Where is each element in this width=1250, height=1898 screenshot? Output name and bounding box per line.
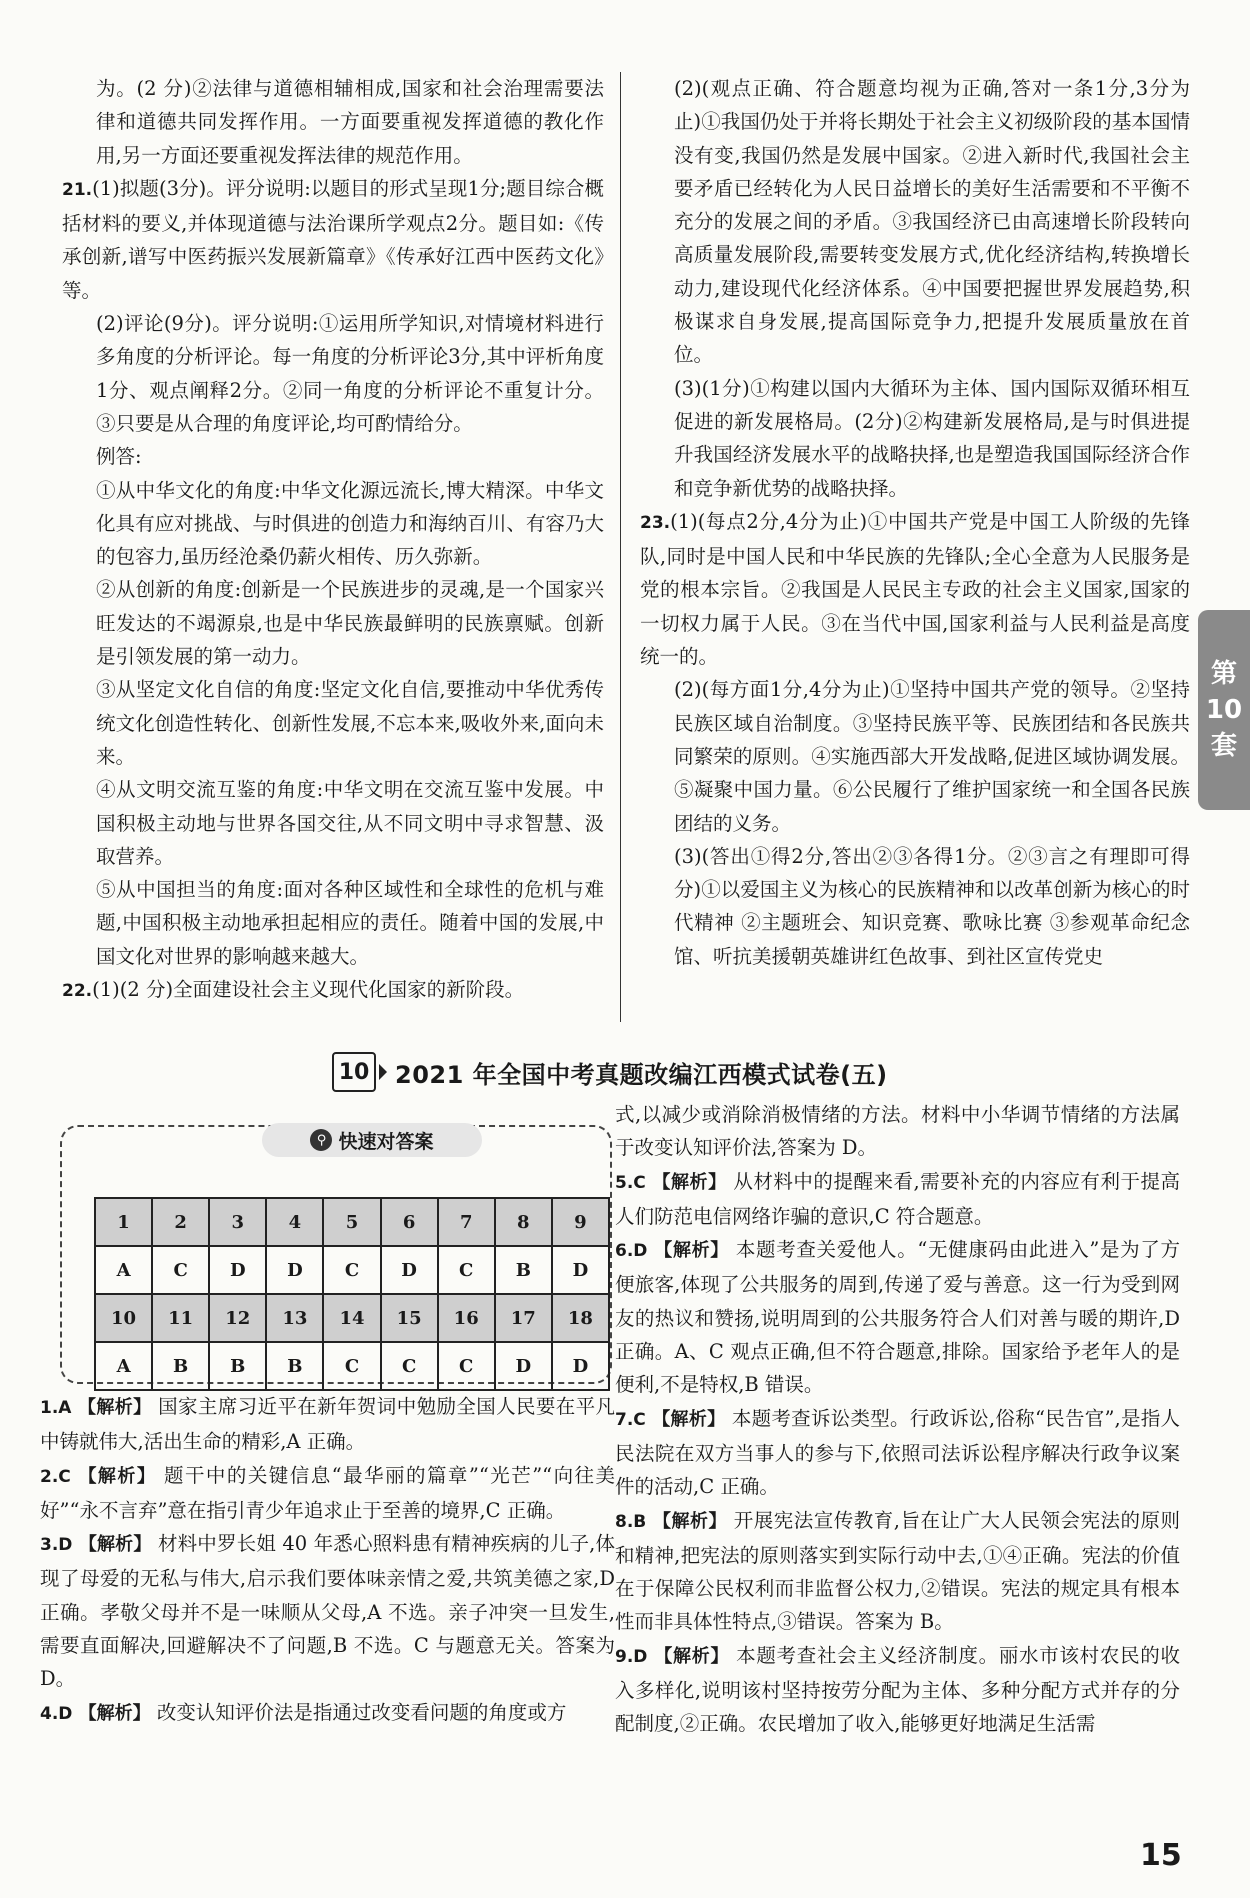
question-number: 8.: [615, 1511, 634, 1532]
paragraph-text: ①从中华文化的角度:中华文化源远流长,博大精深。中华文化具有应对挑战、与时俱进的创造力和海纳百川、有容乃大的包容力,虽历经沧桑仍薪火相传、历久弥新。: [96, 478, 604, 569]
explanation-text: 开展宪法宣传教育,旨在让广大人民领会宪法的原则和精神,把宪法的原则落实到实际行动中去,①④正确。宪法的价值在于保障公民权利而非监督公权力,②错误。宪法的规定具有根本性而非具体性特点,③错误。答案为 B。: [615, 1508, 1181, 1634]
question-number: 2.: [40, 1466, 59, 1487]
analysis-tag: 【解析】: [652, 1510, 727, 1532]
explanation-item: [615, 1402, 1180, 1504]
paragraph-text: ②从创新的角度:创新是一个民族进步的灵魂,是一个国家兴旺发达的不竭源泉,也是中华民族最鲜明的民族禀赋。创新是引领发展的第一动力。: [96, 578, 604, 669]
explanation-text: 本题考查诉讼类型。行政诉讼,俗称“民告官”,是指人民法院在双方当事人的参与下,依照司法诉讼程序解决行政争议案件的活动,C 正确。: [615, 1406, 1181, 1499]
answer-cell: C: [323, 1342, 380, 1390]
answer-cell: C: [381, 1342, 438, 1390]
answer-cell: 1: [95, 1198, 152, 1246]
answer-letter: B: [633, 1511, 647, 1532]
paragraph: [640, 372, 1190, 505]
explanation-text: 改变认知评价法是指通过改变看问题的角度或方: [156, 1700, 567, 1724]
bottom-right-column: [615, 1098, 1180, 1741]
tab-line-3: 套: [1210, 731, 1237, 761]
paragraph-text: (1)拟题(3分)。评分说明:以题目的形式呈现1分;题目综合概括材料的要义,并体现道德与法治课所学观点2分。题目如:《传承创新,谱写中医药振兴发展新篇章》《传承好江西中医药文化》等。: [62, 176, 604, 302]
explanation-item: [615, 1639, 1180, 1741]
quick-answers-label: 快速对答案: [338, 1130, 434, 1153]
question-number: 6.: [615, 1241, 634, 1262]
answer-cell: D: [209, 1246, 266, 1294]
explanation-item: [40, 1696, 615, 1731]
question-number: 21.: [62, 179, 93, 200]
top-right-column: [640, 72, 1190, 973]
tab-line-1: 第: [1210, 659, 1237, 689]
analysis-tag: 【解析】: [78, 1397, 152, 1418]
paragraph: [62, 873, 604, 973]
answer-letter: D: [633, 1646, 648, 1667]
paragraph: [640, 840, 1190, 973]
answer-letter: D: [58, 1535, 73, 1556]
answer-table: [94, 1197, 610, 1391]
paragraph-text: ③从坚定文化自信的角度:坚定文化自信,要推动中华优秀传统文化创造性转化、创新性发展,不忘本来,吸收外来,面向未来。: [96, 678, 604, 768]
answer-cell: C: [438, 1246, 495, 1294]
paragraph-text: ⑤从中国担当的角度:面对各种区域性和全球性的危机与难题,中国积极主动地承担起相应的责任。随着中国的发展,中国文化对世界的影响越来越大。: [96, 878, 604, 968]
paragraph: [62, 72, 604, 172]
answer-letter: D: [58, 1703, 73, 1724]
paragraph-text: 例答:: [96, 445, 142, 469]
answer-cell: D: [495, 1342, 552, 1390]
paragraph: [640, 673, 1190, 839]
paragraph: [62, 773, 604, 873]
answer-cell: B: [266, 1342, 323, 1390]
paragraph: [62, 474, 604, 574]
answer-cell: 8: [495, 1198, 552, 1246]
answer-cell: D: [381, 1246, 438, 1294]
answer-cell: 6: [381, 1198, 438, 1246]
explanation-text: 从材料中的提醒来看,需要补充的内容应有利于提高人们防范电信网络诈骗的意识,C 符合题意。: [615, 1169, 1181, 1228]
answer-cell: D: [552, 1342, 609, 1390]
answer-cell: A: [95, 1246, 152, 1294]
paragraph: [62, 440, 604, 473]
answer-cell: 15: [381, 1294, 438, 1342]
question-number: 7.: [615, 1409, 634, 1430]
answer-cell: 9: [552, 1198, 609, 1246]
answer-cell: C: [152, 1246, 209, 1294]
paragraph: [640, 505, 1190, 673]
explanation-item: [40, 1390, 615, 1459]
explanation-text: 国家主席习近平在新年贺词中勉励全国人民要在平凡中铸就伟大,活出生命的精彩,A 正确。: [40, 1395, 615, 1454]
chevron-right-icon: [379, 1064, 387, 1080]
analysis-tag: 【解析】: [654, 1645, 730, 1667]
paragraph-text: (2)评论(9分)。评分说明:①运用所学知识,对情境材料进行多角度的分析评论。每一角度的分析评论3分,其中评析角度1分、观点阐释2分。②同一角度的分析评论不重复计分。③只要是从合理的角度评论,均可酌情给分。: [96, 312, 604, 435]
answer-cell: 7: [438, 1198, 495, 1246]
section-title: 2021 年全国中考真题改编江西模式试卷(五): [395, 1060, 888, 1089]
paragraph-text: (1)(2 分)全面建设社会主义现代化国家的新阶段。: [92, 978, 525, 1002]
explanation-item: [615, 1504, 1180, 1639]
answer-row: [95, 1342, 609, 1390]
paragraph: [62, 573, 604, 673]
answer-cell: D: [266, 1246, 323, 1294]
paragraph-text: (1)(每点2分,4分为止)①中国共产党是中国工人阶级的先锋队,同时是中国人民和中华民族的先锋队;全心全意为人民服务是党的根本宗旨。②我国是人民民主专政的社会主义国家,国家的一切权力属于人民。③在当代中国,国家利益与人民利益是高度统一的。: [640, 509, 1190, 669]
explanation-text: 材料中罗长姐 40 年悉心照料患有精神疾病的儿子,体现了母爱的无私与伟大,启示我们要体味亲情之爱,共筑美德之家,D 正确。孝敬父母并不是一味顺从父母,A 不选。亲子冲突一旦发生,需要直面解决,回避解决不了问题,B 不选。C 与题意无关。答案为 D。: [40, 1532, 616, 1691]
explanation-item: [40, 1527, 615, 1695]
paragraph: [62, 172, 604, 307]
answer-letter: A: [58, 1398, 72, 1418]
paragraph: [62, 307, 604, 440]
answer-cell: 11: [152, 1294, 209, 1342]
answer-letter: D: [633, 1241, 648, 1262]
section-header: [332, 1052, 972, 1092]
paragraph: [62, 673, 604, 773]
answer-cell: 18: [552, 1294, 609, 1342]
answer-cell: D: [552, 1246, 609, 1294]
question-number-row: [95, 1294, 609, 1342]
top-left-column: [62, 72, 604, 1008]
quick-answers-title: [262, 1123, 482, 1157]
quick-answers-box: [60, 1125, 612, 1384]
answer-cell: B: [209, 1342, 266, 1390]
question-number: 22.: [62, 981, 93, 1002]
answer-cell: B: [495, 1246, 552, 1294]
answer-cell: 2: [152, 1198, 209, 1246]
paragraph-text: (3)(答出①得2分,答出②③各得1分。②③言之有理即可得分)①以爱国主义为核心的民族精神和以改革创新为核心的时代精神 ②主题班会、知识竞赛、歌咏比赛 ③参观革命纪念馆、听抗美援朝英雄讲红色故事、到社区宣传党史: [674, 844, 1190, 968]
question-number: 4.: [40, 1703, 59, 1724]
answer-cell: 10: [95, 1294, 152, 1342]
answer-letter: C: [633, 1409, 646, 1430]
continuation-text: 式,以减少或消除消极情绪的方法。材料中小华调节情绪的方法属于改变认知评价法,答案为 D。: [615, 1103, 1180, 1160]
answer-cell: 3: [209, 1198, 266, 1246]
question-number: 1.: [40, 1398, 59, 1418]
analysis-tag: 【解析】: [78, 1702, 151, 1724]
bottom-left-column: [40, 1390, 615, 1731]
tab-line-2: 10: [1205, 695, 1243, 725]
answer-cell: 16: [438, 1294, 495, 1342]
paragraph-text: (2)(每方面1分,4分为止)①坚持中国共产党的领导。②坚持民族区域自治制度。③坚持民族平等、民族团结和各民族共同繁荣的原则。④实施西部大开发战略,促进区域协调发展。⑤凝聚中国力量。⑥公民履行了维护国家统一和全国各民族团结的义务。: [674, 678, 1190, 835]
analysis-tag: 【解析】: [78, 1534, 152, 1556]
analysis-tag: 【解析】: [78, 1465, 157, 1487]
answer-cell: B: [152, 1342, 209, 1390]
explanation-text: 本题考查关爱他人。“无健康码由此进入”是为了方便旅客,体现了公共服务的周到,传递了爱与善意。这一行为受到网友的热议和赞扬,说明周到的公共服务符合人们对善与暖的期许,D 正确。A、C 观点正确,但不符合题意,排除。国家给予老年人的是便利,不是特权,B 错误。: [615, 1238, 1181, 1397]
set-number-tab: [1198, 610, 1250, 810]
question-number: 3.: [40, 1535, 59, 1556]
answer-cell: 17: [495, 1294, 552, 1342]
answer-cell: 5: [323, 1198, 380, 1246]
paragraph-text: ④从文明交流互鉴的角度:中华文明在交流互鉴中发展。中国积极主动地与世界各国交往,从不同文明中寻求智慧、汲取营养。: [96, 778, 604, 868]
section-badge: 10: [332, 1052, 376, 1092]
answer-cell: 13: [266, 1294, 323, 1342]
answer-cell: C: [323, 1246, 380, 1294]
paragraph: [62, 973, 604, 1008]
analysis-tag: 【解析】: [652, 1171, 727, 1193]
explanation-item: [40, 1459, 615, 1528]
question-number: 5.: [615, 1172, 634, 1193]
explanation-text: 本题考查社会主义经济制度。丽水市该村农民的收入多样化,说明该村坚持按劳分配为主体、多种分配方式并存的分配制度,②正确。农民增加了收入,能够更好地满足生活需: [615, 1643, 1181, 1736]
page-number: 15: [1140, 1838, 1182, 1873]
magnifier-icon: ⚲: [310, 1129, 332, 1151]
explanation-text: 题干中的关键信息“最华丽的篇章”“光芒”“向往美好”“永不言弃”意在指引青少年追求止于至善的境界,C 正确。: [40, 1463, 616, 1522]
answer-cell: 12: [209, 1294, 266, 1342]
answer-letter: C: [58, 1466, 71, 1487]
answer-cell: C: [438, 1342, 495, 1390]
column-divider: [620, 72, 621, 1022]
explanation-item: [615, 1165, 1180, 1234]
question-number: 23.: [640, 512, 671, 533]
question-number: 9.: [615, 1646, 634, 1667]
paragraph-text: (3)(1分)①构建以国内大循环为主体、国内国际双循环相互促进的新发展格局。(2分)②构建新发展格局,是与时俱进提升我国经济发展水平的战略抉择,也是塑造我国国际经济合作和竞争新优势的战略抉择。: [674, 376, 1190, 500]
analysis-tag: 【解析】: [654, 1240, 729, 1262]
question-number-row: [95, 1198, 609, 1246]
analysis-tag: 【解析】: [652, 1408, 726, 1430]
explanation-item: [615, 1233, 1180, 1401]
paragraph-text: 为。(2 分)②法律与道德相辅相成,国家和社会治理需要法律和道德共同发挥作用。一方面要重视发挥道德的教化作用,另一方面还要重视发挥法律的规范作用。: [96, 77, 604, 167]
answer-cell: 14: [323, 1294, 380, 1342]
paragraph-text: (2)(观点正确、符合题意均视为正确,答对一条1分,3分为止)①我国仍处于并将长期处于社会主义初级阶段的基本国情没有变,我国仍然是发展中国家。②进入新时代,我国社会主要矛盾已经转化为人民日益增长的美好生活需要和不平衡不充分的发展之间的矛盾。③我国经济已由高速增长阶段转向高质量发展阶段,需要转变发展方式,优化经济结构,转换增长动力,建设现代化经济体系。④中国要把握世界发展趋势,积极谋求自身发展,提高国际竞争力,把提升发展质量放在首位。: [674, 77, 1190, 367]
paragraph: [640, 72, 1190, 372]
answer-letter: C: [633, 1172, 646, 1193]
answer-cell: A: [95, 1342, 152, 1390]
answer-row: [95, 1246, 609, 1294]
answer-cell: 4: [266, 1198, 323, 1246]
